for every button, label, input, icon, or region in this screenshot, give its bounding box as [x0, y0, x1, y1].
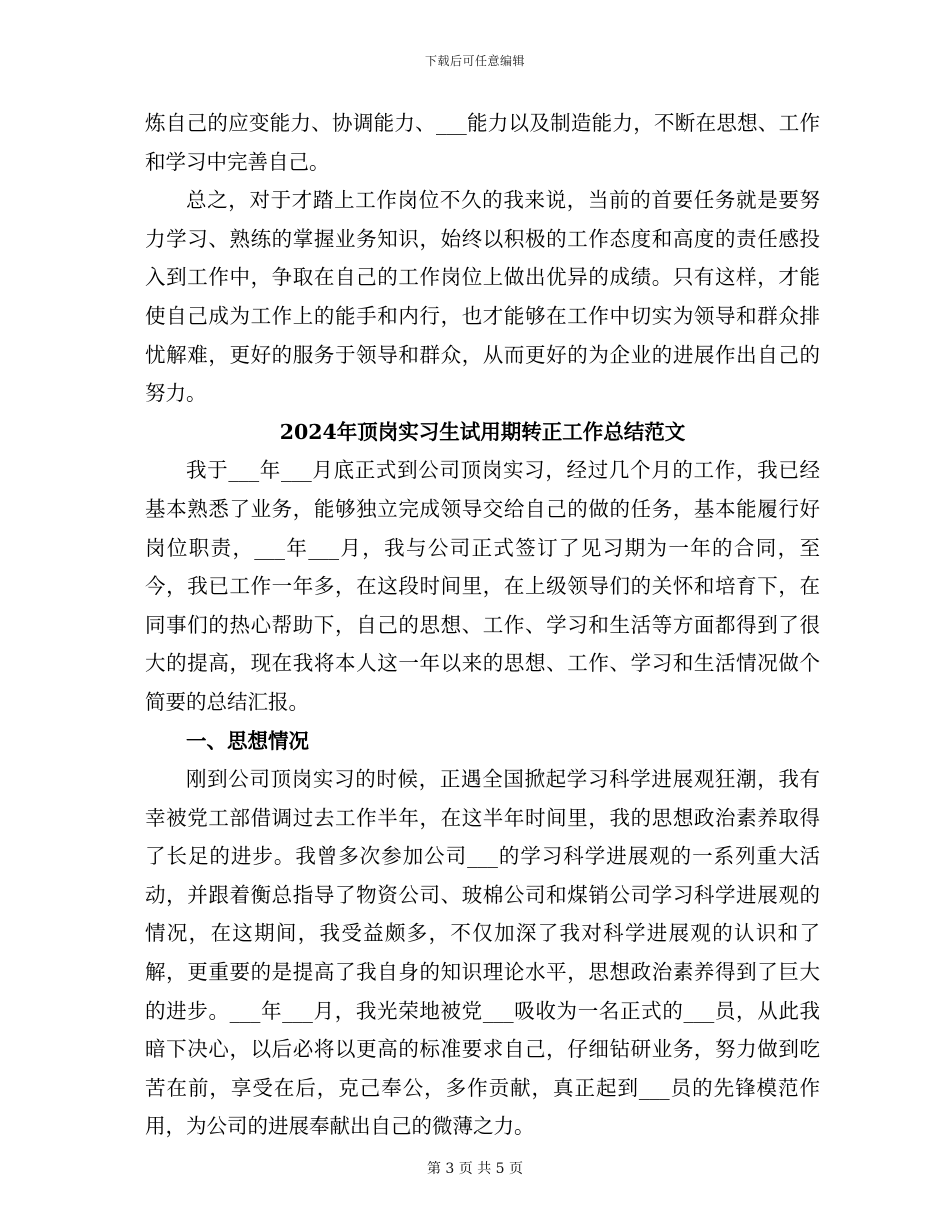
page-header: 下载后可任意编辑	[424, 54, 525, 68]
paragraph-intro: 我于___年___月底正式到公司顶岗实习，经过几个月的工作，我已经基本熟悉了业务，能够独立完成领导交给自己的做的任务，基本能履行好岗位职责，___年___月，我与公司正式签订了见习期为一年的合同，至今，我已工作一年多，在这段时间里，在上级领导们的关怀和培育下，在同事们的热心帮助下，自己的思想、工作、学习和生活等方面都得到了很大的提高，现在我将本人这一年以来的思想、工作、学习和生活情况做个简要的总结汇报。	[145, 458, 820, 714]
page-number: 第 3 页 共 5 页	[426, 1161, 524, 1177]
document-body	[145, 104, 820, 1146]
paragraph-thought: 刚到公司顶岗实习的时候，正遇全国掀起学习科学进展观狂潮，我有幸被党工部借调过去工作半年，在这半年时间里，我的思想政治素养取得了长足的进步。我曾多次参加公司___的学习科学进展观的一系列重大活动，并跟着衡总指导了物资公司、玻棉公司和煤销公司学习科学进展观的情况，在这期间，我受益颇多，不仅加深了我对科学进展观的认识和了解，更重要的是提高了我自身的知识理论水平，思想政治素养得到了巨大的进步。___年___月，我光荣地被党___吸收为一名正式的___员，从此我暗下决心，以后必将以更高的标准要求自己，仔细钻研业务，努力做到吃苦在前，享受在后，克己奉公，多作贡献，真正起到___员的先锋模范作用，为公司的进展奉献出自己的微薄之力。	[145, 767, 820, 1139]
paragraph-conclusion: 总之，对于才踏上工作岗位不久的我来说，当前的首要任务就是要努力学习、熟练的掌握业务知识，始终以积极的工作态度和高度的责任感投入到工作中，争取在自己的工作岗位上做出优异的成绩。只有这样，才能使自己成为工作上的能手和内行，也才能够在工作中切实为领导和群众排忧解难，更好的服务于领导和群众，从而更好的为企业的进展作出自己的努力。	[145, 188, 820, 406]
section-heading-thought: 一、思想情况	[186, 728, 309, 753]
paragraph-continued: 炼自己的应变能力、协调能力、___能力以及制造能力，不断在思想、工作和学习中完善自己。	[145, 111, 820, 174]
document-title: 2024年顶岗实习生试用期转正工作总结范文	[279, 419, 686, 444]
